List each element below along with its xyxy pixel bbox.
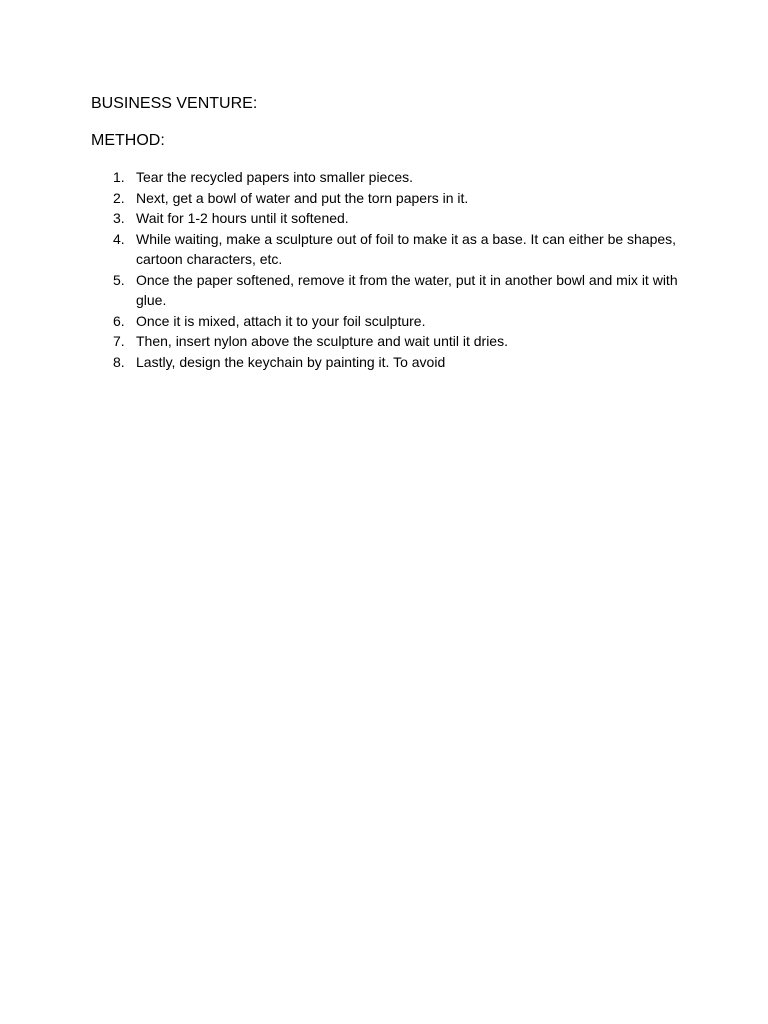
section-heading: METHOD: [91,132,165,149]
step-number: 5. [113,271,125,288]
step-text: Next, get a bowl of water and put the torn papers in it. [136,189,469,206]
step-number: 8. [113,353,125,370]
list-item [0,229,696,270]
list-item [0,331,696,352]
list-item [0,270,696,311]
step-text: Lastly, design the keychain by painting it. To avoid [136,353,446,370]
step-number: 3. [113,210,125,226]
method-steps-list [0,167,768,372]
list-item [0,188,696,209]
step-number: 4. [113,230,125,247]
step-text: While waiting, make a sculpture out of foil to make it as a base. It can either be shapes, cartoon characters, etc. [136,230,677,267]
step-number: 7. [113,333,125,349]
step-number: 1. [113,169,125,185]
list-item [0,311,696,332]
document-title: BUSINESS VENTURE: [91,95,258,112]
step-number: 6. [113,312,125,329]
step-text: Wait for 1-2 hours until it softened. [136,210,349,226]
step-text: Tear the recycled papers into smaller pieces. [136,169,414,185]
list-item [0,352,696,373]
step-text: Then, insert nylon above the sculpture and wait until it dries. [136,333,508,349]
step-text: Once the paper softened, remove it from the water, put it in another bowl and mix it with glue. [136,271,678,308]
list-item [0,167,696,188]
step-number: 2. [113,189,125,206]
list-item [0,208,696,229]
step-text: Once it is mixed, attach it to your foil sculpture. [136,312,426,329]
